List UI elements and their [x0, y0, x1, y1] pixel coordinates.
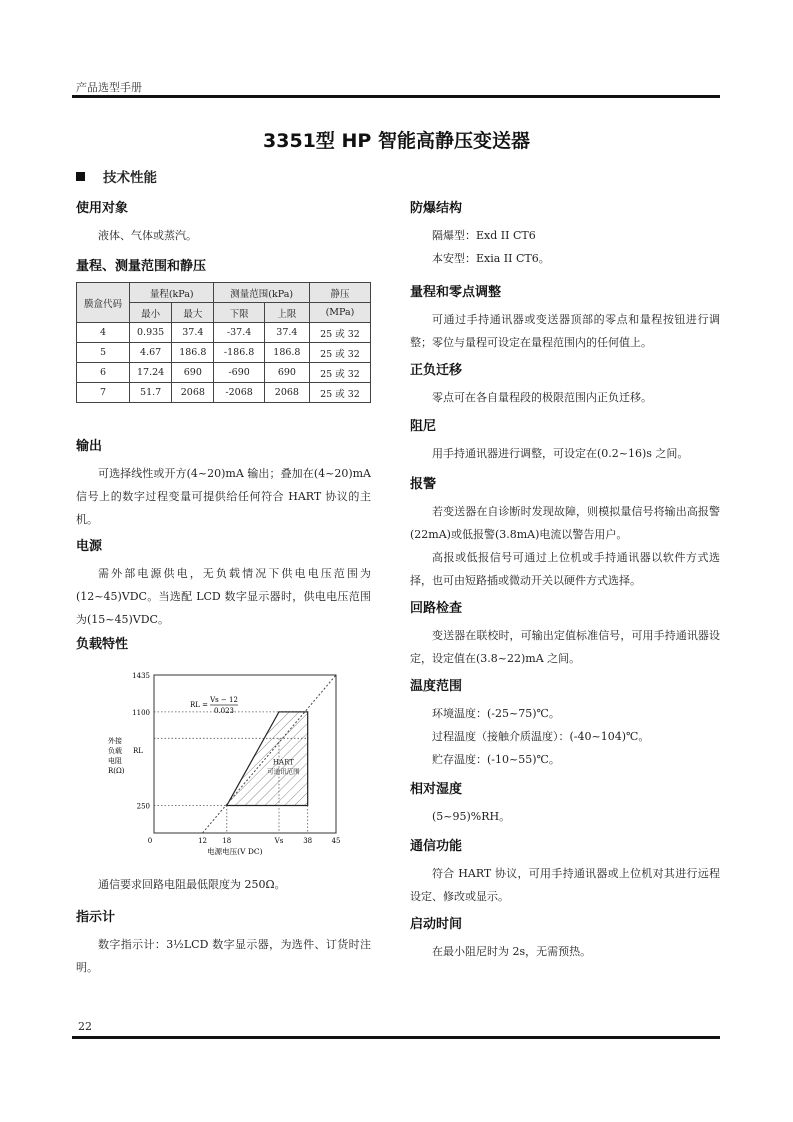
zero-text: 可通过手持通讯器或变送器顶部的零点和量程按钮进行调整；零位与量程可设定在量程范围内的任何值上。 — [410, 313, 720, 349]
use-text: 液体、气体或蒸汽。 — [98, 229, 197, 242]
table-cell: -690 — [214, 363, 264, 383]
explosion-block — [410, 197, 720, 270]
square-bullet-icon — [76, 172, 85, 181]
damping-text: 用手持通讯器进行调整，可设定在(0.2~16)s 之间。 — [432, 447, 689, 460]
alarm-block — [410, 473, 720, 592]
hart-region — [227, 712, 308, 806]
shift-text: 零点可在各自量程段的极限范围内正负迁移。 — [432, 391, 652, 404]
table-cell: 25 或 32 — [309, 363, 370, 383]
table-cell: 690 — [264, 363, 309, 383]
comm-text: 符合 HART 协议，可用手持通讯器或上位机对其进行远程设定、修改或显示。 — [410, 867, 720, 903]
formula-lhs: RL = — [190, 701, 209, 709]
table-header-meas: 测量范围(kPa) — [214, 283, 310, 303]
table-cell: 186.8 — [264, 343, 309, 363]
table-sub-low: 下限 — [214, 303, 264, 323]
load-note-block — [76, 873, 371, 896]
output-heading: 输出 — [76, 439, 103, 454]
temp-line1: 环境温度：(-25~75)℃。 — [432, 707, 560, 720]
table-row — [77, 323, 371, 343]
loop-text: 变送器在联校时，可输出定值标准信号，可用手持通讯器设定，设定值在(3.8~22)mA 之间。 — [410, 629, 720, 665]
table-sub-max: 最大 — [172, 303, 214, 323]
bottom-rule — [72, 1036, 720, 1039]
range-block — [76, 255, 371, 403]
damping-block — [410, 415, 720, 465]
output-text: 可选择线性或开方(4~20)mA 输出；叠加在(4~20)mA 信号上的数字过程变量可提供给任何符合 HART 协议的主机。 — [76, 467, 371, 526]
table-row — [77, 383, 371, 403]
table-row — [77, 343, 371, 363]
x-tick-label: 12 — [198, 837, 207, 845]
section-heading — [76, 166, 157, 186]
startup-text: 在最小阻尼时为 2s，无需预热。 — [432, 945, 592, 958]
use-block — [76, 197, 371, 247]
x-tick-label: 38 — [303, 837, 313, 845]
load-heading: 负载特性 — [76, 637, 129, 652]
use-heading: 使用对象 — [76, 201, 129, 216]
shift-block — [410, 359, 720, 409]
loop-block — [410, 597, 720, 670]
table-header-span: 量程(kPa) — [130, 283, 214, 303]
table-cell: 186.8 — [172, 343, 214, 363]
y-tick-label: 1100 — [132, 708, 150, 717]
section-heading-text: 技术性能 — [103, 170, 157, 186]
alarm-text1: 若变送器在自诊断时发现故障，则模拟量信号将输出高报警(22mA)或低报警(3.8mA)电流以警告用户。 — [410, 505, 720, 541]
table-cell: 25 或 32 — [309, 383, 370, 403]
top-rule — [72, 95, 720, 98]
loop-heading: 回路检查 — [410, 601, 463, 616]
humidity-heading: 相对湿度 — [410, 782, 463, 797]
table-cell: 17.24 — [130, 363, 172, 383]
y-axis-label: R(Ω) — [108, 767, 125, 775]
humidity-block — [410, 778, 720, 828]
region-label: HART — [272, 758, 294, 767]
power-text: 需外部电源供电，无负载情况下供电电压范围为(12~45)VDC。当选配 LCD 数字显示器时，供电电压范围为(15~45)VDC。 — [76, 567, 371, 626]
indicator-heading: 指示计 — [76, 910, 116, 925]
page-number: 22 — [78, 1020, 92, 1033]
x-tick-label: 18 — [222, 837, 232, 845]
x-tick-label: 45 — [331, 837, 341, 845]
formula-numerator: Vs − 12 — [210, 696, 238, 704]
temp-line2: 过程温度（接触介质温度）：(-40~104)℃。 — [432, 730, 650, 743]
table-cell: 37.4 — [264, 323, 309, 343]
table-row — [77, 363, 371, 383]
zero-block — [410, 281, 720, 354]
load-chart-svg — [106, 667, 366, 867]
range-heading: 量程、测量范围和静压 — [76, 259, 207, 274]
load-note: 通信要求回路电阻最低限度为 250Ω。 — [98, 878, 286, 891]
humidity-text: (5~95)%RH。 — [432, 810, 511, 823]
table-cell: 7 — [77, 383, 130, 403]
table-sub-high: 上限 — [264, 303, 309, 323]
table-header-static: 静压 — [309, 283, 370, 303]
explosion-line1: 隔爆型：Exd II CT6 — [432, 229, 536, 242]
page-title: 3351型 HP 智能高静压变送器 — [263, 130, 530, 152]
zero-heading: 量程和零点调整 — [410, 285, 502, 300]
running-head: 产品选型手册 — [76, 81, 142, 94]
x-tick-label: 0 — [147, 837, 153, 845]
table-cell: 2068 — [264, 383, 309, 403]
load-chart — [106, 667, 366, 867]
table-cell: 25 或 32 — [309, 323, 370, 343]
table-cell: 2068 — [172, 383, 214, 403]
indicator-block — [76, 906, 371, 979]
table-header-code: 膜盒代码 — [77, 283, 130, 323]
indicator-text: 数字指示计：3½LCD 数字显示器，为选件、订货时注明。 — [76, 938, 371, 974]
temp-heading: 温度范围 — [410, 679, 463, 694]
region-label: 可通讯范围 — [267, 767, 300, 776]
y-axis-label: 外接 — [108, 737, 122, 745]
table-cell: -186.8 — [214, 343, 264, 363]
y-axis-label: 电阻 — [108, 757, 122, 765]
table-cell: -2068 — [214, 383, 264, 403]
explosion-heading: 防爆结构 — [410, 201, 463, 216]
comm-heading: 通信功能 — [410, 839, 463, 854]
table-sub-unit: (MPa) — [309, 303, 370, 323]
table-cell: 0.935 — [130, 323, 172, 343]
damping-heading: 阻尼 — [410, 419, 437, 434]
table-cell: 690 — [172, 363, 214, 383]
output-block — [76, 435, 371, 531]
temp-line3: 贮存温度：(-10~55)℃。 — [432, 753, 560, 766]
alarm-text2: 高报或低报信号可通过上位机或手持通讯器以软件方式选择，也可由短路插或微动开关以硬件方式选择。 — [410, 551, 720, 587]
x-tick-label: Vs — [274, 837, 284, 845]
plot-frame — [154, 675, 336, 833]
explosion-line2: 本安型：Exia II CT6。 — [432, 252, 550, 265]
shift-heading: 正负迁移 — [410, 363, 463, 378]
table-cell: 25 或 32 — [309, 343, 370, 363]
comm-block — [410, 835, 720, 908]
power-block — [76, 535, 371, 631]
x-axis-label: 电源电压(V DC) — [207, 847, 263, 856]
rl-label: RL — [133, 747, 143, 755]
table-cell: -37.4 — [214, 323, 264, 343]
alarm-heading: 报警 — [410, 477, 437, 492]
power-heading: 电源 — [76, 539, 103, 554]
table-cell: 4 — [77, 323, 130, 343]
formula-denominator: 0.023 — [213, 707, 235, 715]
range-table — [76, 282, 371, 403]
y-axis-label: 负载 — [108, 747, 122, 755]
startup-heading: 启动时间 — [410, 917, 463, 932]
table-cell: 4.67 — [130, 343, 172, 363]
startup-block — [410, 913, 720, 963]
table-cell: 51.7 — [130, 383, 172, 403]
y-tick-label: 250 — [136, 802, 150, 811]
table-cell: 5 — [77, 343, 130, 363]
table-cell: 37.4 — [172, 323, 214, 343]
table-sub-min: 最小 — [130, 303, 172, 323]
y-tick-label: 1435 — [132, 672, 150, 680]
table-cell: 6 — [77, 363, 130, 383]
temp-block — [410, 675, 720, 771]
load-block — [76, 633, 371, 660]
